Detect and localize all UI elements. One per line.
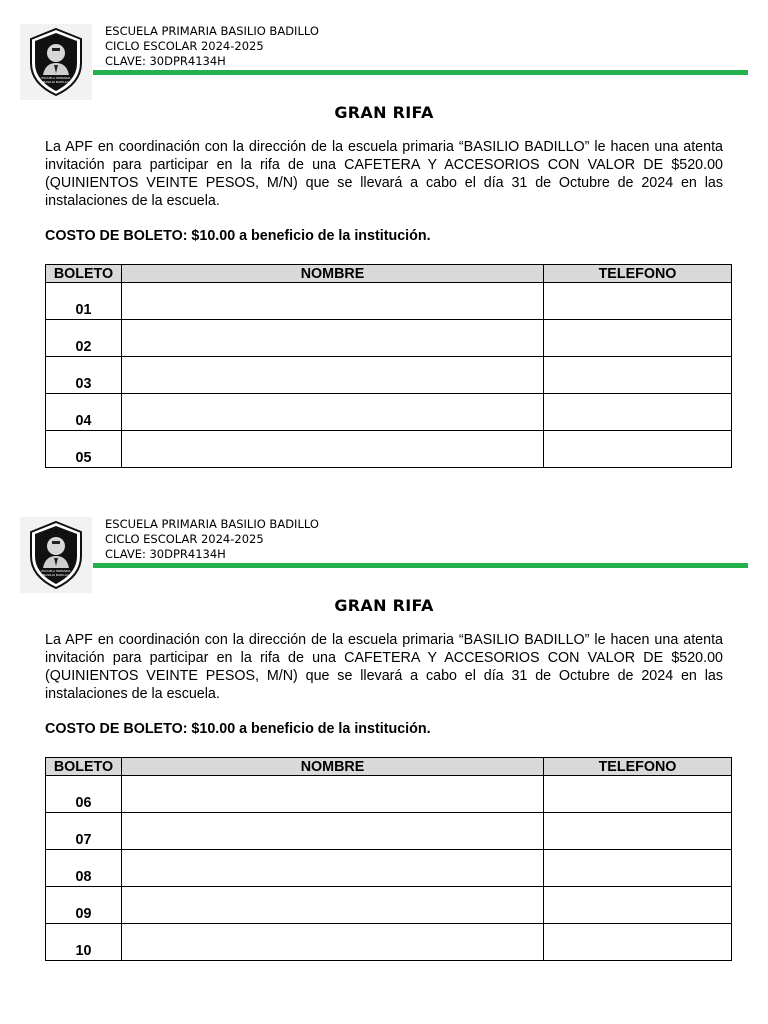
phone-cell[interactable] [544,924,732,961]
school-shield-logo-icon [29,520,83,590]
column-header-boleto: BOLETO [46,265,122,283]
name-cell[interactable] [122,357,544,394]
ticket-table [45,264,732,468]
name-cell[interactable] [122,924,544,961]
header-divider [93,563,748,568]
ticket-table [45,757,732,961]
ticket-number: 04 [46,394,122,431]
column-header-boleto: BOLETO [46,758,122,776]
school-info [105,517,319,562]
name-cell[interactable] [122,431,544,468]
column-header-nombre: NOMBRE [122,758,544,776]
svg-text:BASILIO BADILLO: BASILIO BADILLO [43,573,69,577]
table-row [46,320,732,357]
school-info [105,24,319,69]
name-cell[interactable] [122,776,544,813]
column-header-nombre: NOMBRE [122,265,544,283]
table-header-row [46,265,732,283]
phone-cell[interactable] [544,320,732,357]
invitation-paragraph: La APF en coordinación con la dirección de la escuela primaria “BASILIO BADILLO” le hacen una atenta invitación para participar en la rifa de una CAFETERA Y ACCESORIOS CON VALOR DE $520.00 (QUINIENTOS VEINTE PESOS, M/N) que se llevará a cabo el día 31 de Octubre de 2024 en las instalaciones de la escuela. [45,632,723,702]
school-key: CLAVE: 30DPR4134H [105,54,226,68]
raffle-ticket-1 [0,0,768,494]
school-logo [20,24,92,100]
ticket-number: 02 [46,320,122,357]
name-cell[interactable] [122,394,544,431]
page-title: GRAN RIFA [334,596,434,615]
table-row [46,887,732,924]
phone-cell[interactable] [544,776,732,813]
svg-text:BASILIO BADILLO: BASILIO BADILLO [43,80,69,84]
ticket-number: 10 [46,924,122,961]
school-cycle: CICLO ESCOLAR 2024-2025 [105,39,264,53]
name-cell[interactable] [122,320,544,357]
table-row [46,283,732,320]
logo-lettering: ESCUELA PRIMARIA [41,76,71,80]
invitation-paragraph: La APF en coordinación con la dirección de la escuela primaria “BASILIO BADILLO” le hacen una atenta invitación para participar en la rifa de una CAFETERA Y ACCESORIOS CON VALOR DE $520.00 (QUINIENTOS VEINTE PESOS, M/N) que se llevará a cabo el día 31 de Octubre de 2024 en las instalaciones de la escuela. [45,139,723,209]
name-cell[interactable] [122,887,544,924]
table-row [46,924,732,961]
phone-cell[interactable] [544,283,732,320]
ticket-number: 06 [46,776,122,813]
phone-cell[interactable] [544,850,732,887]
table-row [46,394,732,431]
table-row [46,813,732,850]
phone-cell[interactable] [544,357,732,394]
phone-cell[interactable] [544,887,732,924]
header-divider [93,70,748,75]
table-row [46,431,732,468]
ticket-number: 05 [46,431,122,468]
name-cell[interactable] [122,813,544,850]
name-cell[interactable] [122,283,544,320]
table-row [46,357,732,394]
school-logo [20,517,92,593]
ticket-number: 07 [46,813,122,850]
ticket-number: 09 [46,887,122,924]
ticket-number: 08 [46,850,122,887]
logo-lettering: ESCUELA PRIMARIA [41,569,71,573]
ticket-number: 01 [46,283,122,320]
phone-cell[interactable] [544,431,732,468]
school-cycle: CICLO ESCOLAR 2024-2025 [105,532,264,546]
school-name: ESCUELA PRIMARIA BASILIO BADILLO [105,24,319,38]
school-key: CLAVE: 30DPR4134H [105,547,226,561]
name-cell[interactable] [122,850,544,887]
page-title: GRAN RIFA [334,103,434,122]
school-shield-logo-icon [29,27,83,97]
column-header-telefono: TELEFONO [544,265,732,283]
column-header-telefono: TELEFONO [544,758,732,776]
table-header-row [46,758,732,776]
school-name: ESCUELA PRIMARIA BASILIO BADILLO [105,517,319,531]
phone-cell[interactable] [544,394,732,431]
table-row [46,776,732,813]
ticket-number: 03 [46,357,122,394]
ticket-cost: COSTO DE BOLETO: $10.00 a beneficio de la institución. [45,721,431,737]
ticket-cost: COSTO DE BOLETO: $10.00 a beneficio de la institución. [45,228,431,244]
raffle-ticket-2 [0,493,768,987]
phone-cell[interactable] [544,813,732,850]
table-row [46,850,732,887]
